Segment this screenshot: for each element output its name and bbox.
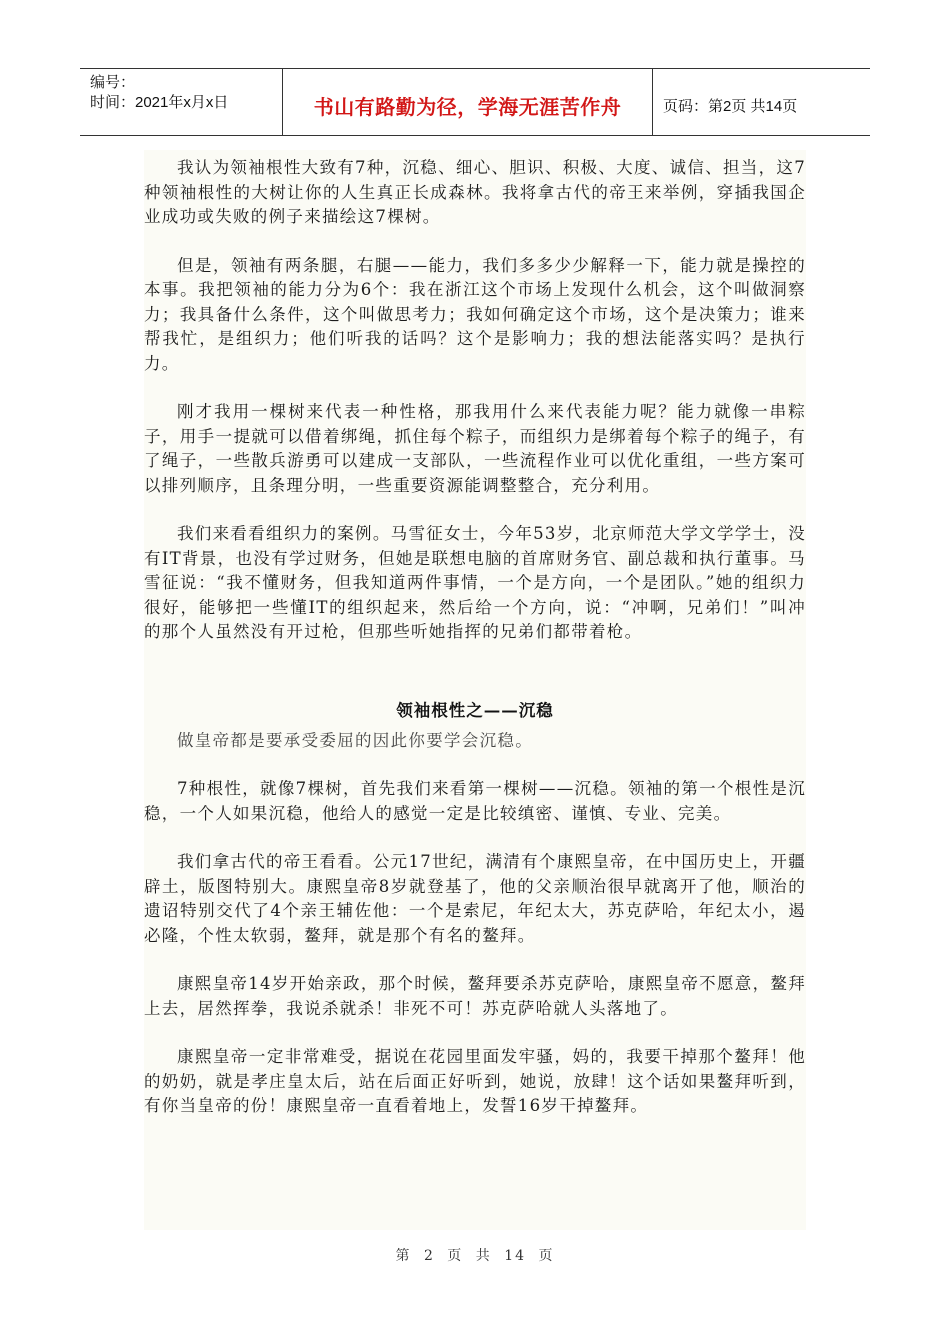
body-paragraph: 我们拿古代的帝王看看。公元17世纪，满清有个康熙皇帝，在中国历史上，开疆辟土，版图特别大。康熙皇帝8岁就登基了，他的父亲顺治很早就离开了他，顺治的遗诏特别交代了4个亲王辅佐他：一个是索尼，年纪太大，苏克萨哈，年纪太小，遏必隆，个性太软弱，鳌拜，就是那个有名的鳌拜。 — [144, 852, 806, 945]
header-page-info: 页码：第2页 共14页 — [663, 97, 798, 115]
document-date: 时间：2021年x月x日 — [90, 94, 229, 111]
section-intro: 做皇帝都是要承受委屈的因此你要学会沉稳。 — [177, 730, 533, 750]
body-paragraph: 我认为领袖根性大致有7种，沉稳、细心、胆识、积极、大度、诚信、担当，这7种领袖根性的大树让你的人生真正长成森林。我将拿古代的帝王来举例，穿插我国企业成功或失败的例子来描绘这7棵树。 — [144, 158, 806, 226]
body-paragraph: 康熙皇帝一定非常难受，据说在花园里面发牢骚，妈的，我要干掉那个鳌拜！他的奶奶，就是孝庄皇太后，站在后面正好听到，她说，放肆！这个话如果鳌拜听到，有你当皇帝的份！康熙皇帝一直看着地上，发誓16岁干掉鳌拜。 — [144, 1047, 806, 1115]
body-paragraph: 康熙皇帝14岁开始亲政，那个时候，鳌拜要杀苏克萨哈，康熙皇帝不愿意，鳌拜上去，居然挥拳，我说杀就杀！非死不可！苏克萨哈就人头落地了。 — [144, 974, 806, 1018]
header-motto-cell — [283, 69, 653, 135]
body-paragraph: 但是，领袖有两条腿，右腿——能力，我们多多少少解释一下，能力就是操控的本事。我把领袖的能力分为6个：我在浙江这个市场上发现什么机会，这个叫做洞察力；我具备什么条件，这个叫做思考力；我如何确定这个市场，这个是决策力；谁来帮我忙，是组织力；他们听我的话吗？这个是影响力；我的想法能落实吗？是执行力。 — [144, 255, 806, 373]
section-heading: 领袖根性之——沉稳 — [396, 700, 554, 720]
header-meta-cell — [80, 69, 283, 135]
page-header — [80, 68, 870, 136]
body-paragraph: 刚才我用一棵树来代表一种性格，那我用什么来代表能力呢？能力就像一串粽子，用手一提就可以借着绑绳，抓住每个粽子，而组织力是绑着每个粽子的绳子，有了绳子，一些散兵游勇可以建成一支部队，一些流程作业可以优化重组，一些方案可以排列顺序，且条理分明，一些重要资源能调整整合，充分利用。 — [144, 402, 806, 495]
document-number-label: 编号： — [90, 74, 136, 91]
body-paragraph: 我们来看看组织力的案例。马雪征女士，今年53岁，北京师范大学文学学士，没有IT背景，也没有学过财务，但她是联想电脑的首席财务官、副总裁和执行董事。马雪征说：“我不懂财务，但我知道两件事情，一个是方向，一个是团队。”她的组织力很好，能够把一些懂IT的组织起来，然后给一个方向，说：“冲啊，兄弟们！”叫冲的那个人虽然没有开过枪，但那些听她指挥的兄弟们都带着枪。 — [144, 524, 806, 641]
body-paragraph: 7种根性，就像7棵树，首先我们来看第一棵树——沉稳。领袖的第一个根性是沉稳，一个人如果沉稳，他给人的感觉一定是比较缜密、谨慎、专业、完美。 — [144, 779, 806, 823]
header-page-cell — [653, 69, 870, 135]
header-motto: 书山有路勤为径，学海无涯苦作舟 — [313, 94, 622, 119]
page-footer — [0, 1245, 950, 1265]
footer-page-number: 第 2 页 共 14 页 — [395, 1248, 555, 1264]
document-body — [144, 150, 806, 1230]
